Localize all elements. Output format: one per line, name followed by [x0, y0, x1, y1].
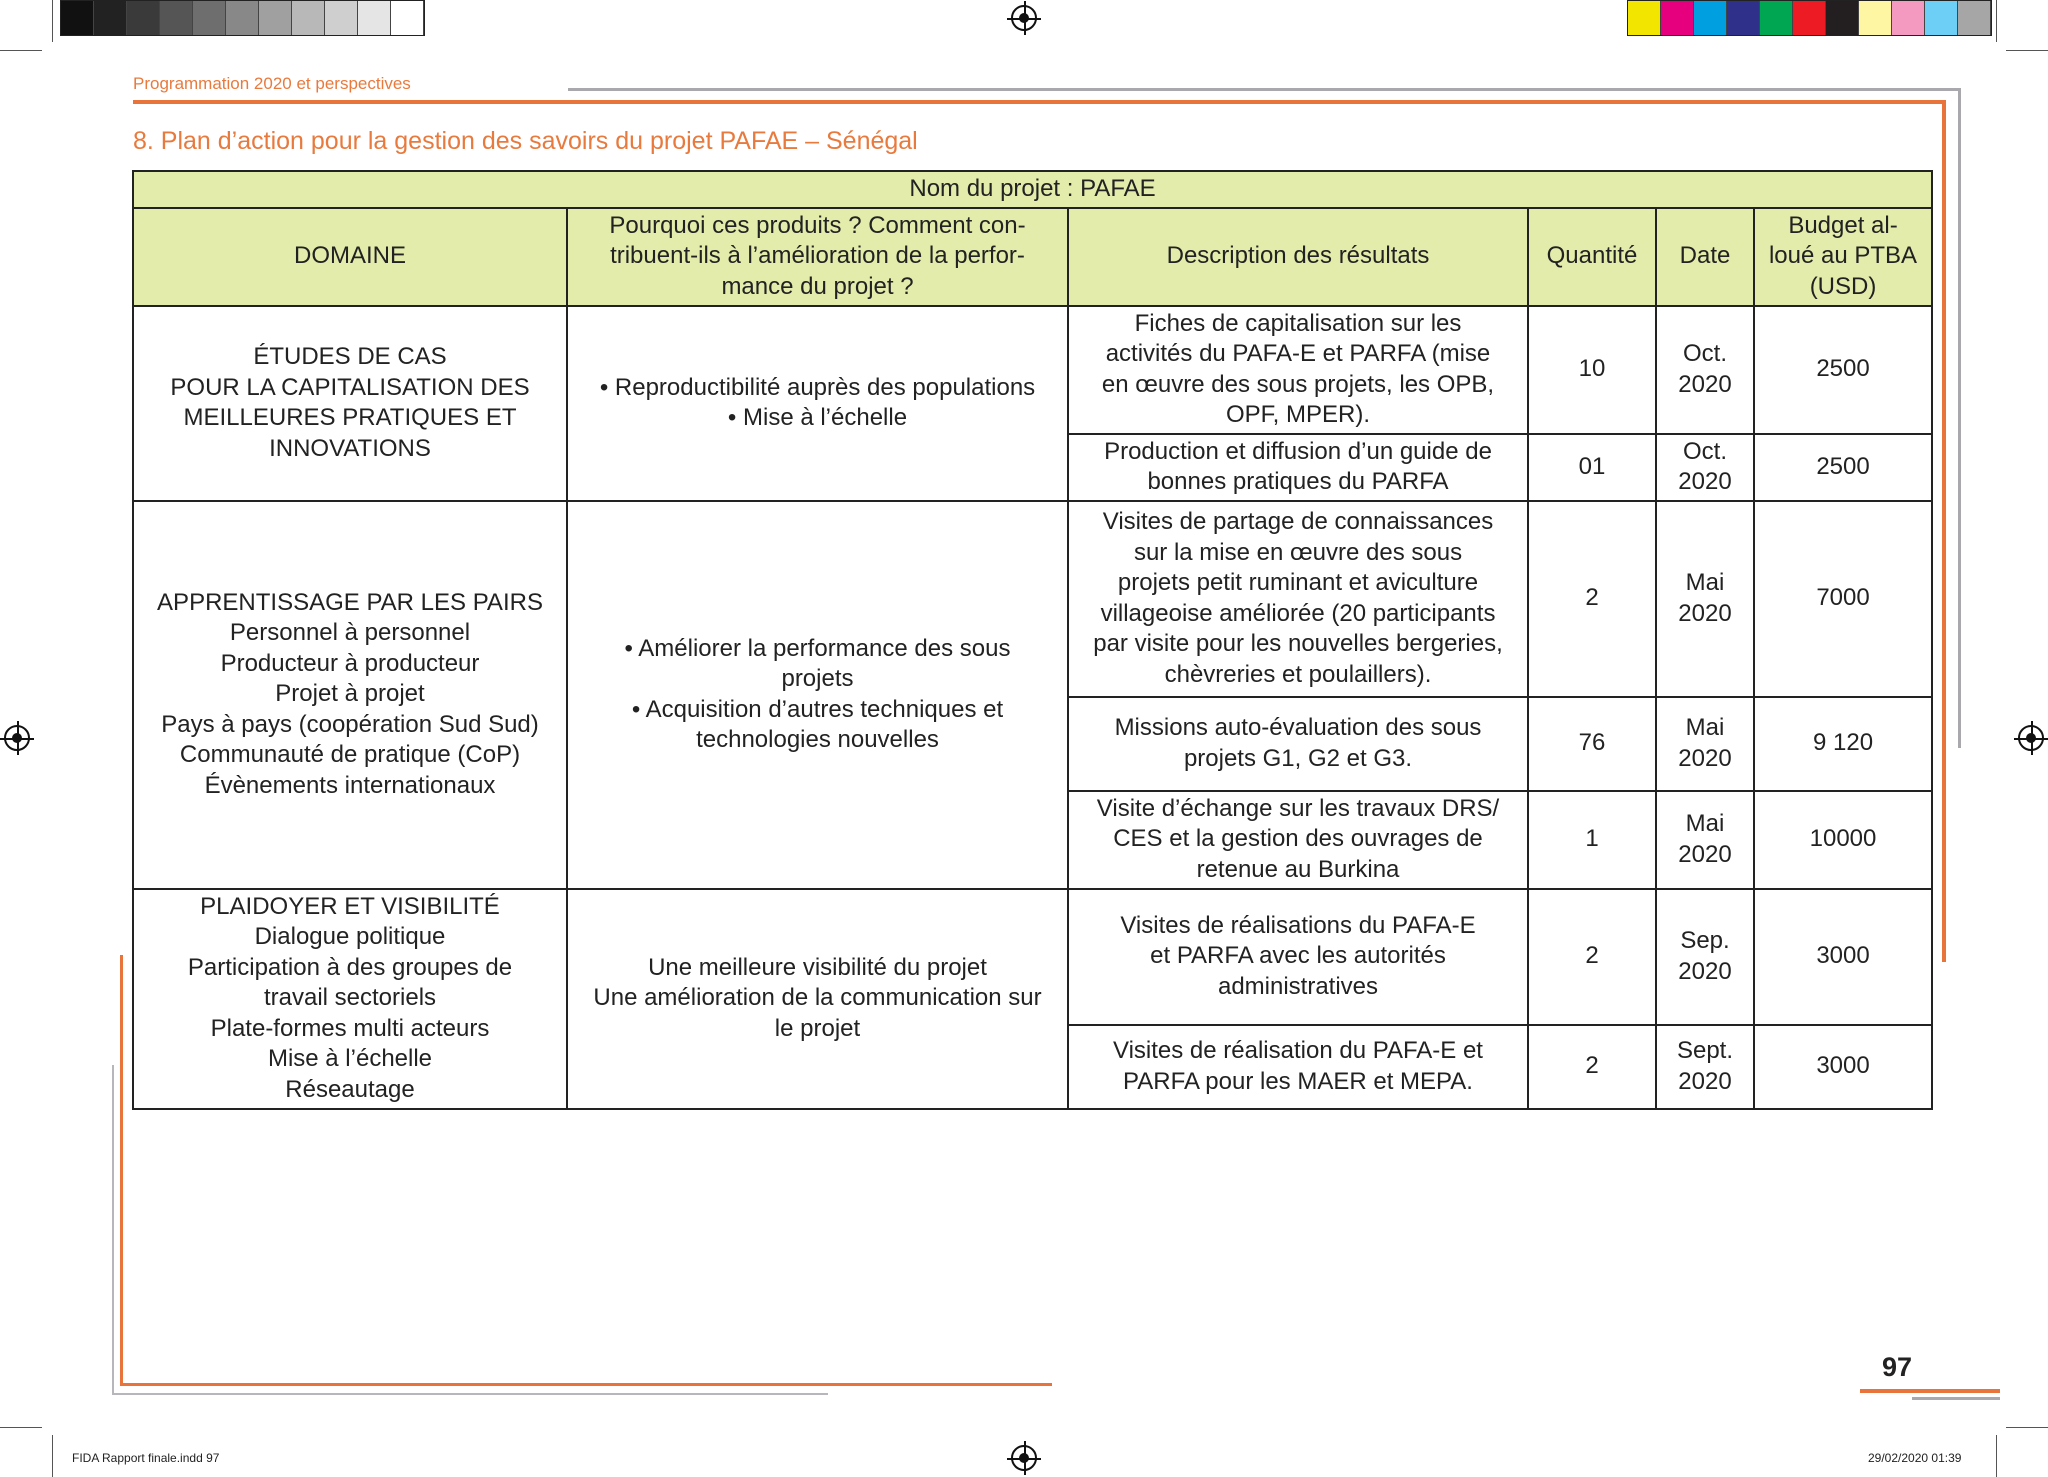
registration-mark-icon	[4, 725, 30, 751]
description-line: villageoise améliorée (20 participants	[1100, 599, 1496, 627]
quantity-cell: 2	[1528, 889, 1656, 1025]
section-title: 8. Plan d’action pour la gestion des savoirs du projet PAFAE – Sénégal	[133, 127, 918, 155]
date-cell	[1656, 306, 1754, 434]
domain-line: POUR LA CAPITALISATION DES	[170, 373, 530, 401]
budget-cell: 3000	[1754, 889, 1932, 1025]
description-line: administratives	[1217, 972, 1379, 1000]
description-line: PARFA pour les MAER et MEPA.	[1123, 1067, 1473, 1095]
color-swatch	[1793, 1, 1826, 35]
header-rule-gray-vertical	[1958, 88, 1961, 748]
why-line: le projet	[774, 1014, 861, 1042]
domain-cell	[133, 306, 567, 501]
domain-line: Pays à pays (coopération Sud Sud)	[161, 710, 539, 738]
quantity-cell: 10	[1528, 306, 1656, 434]
table-row	[133, 306, 1932, 434]
crop-mark	[1996, 1435, 1997, 1477]
header-domain: DOMAINE	[133, 208, 567, 306]
domain-line: Plate-formes multi acteurs	[210, 1014, 490, 1042]
why-line: • Acquisition d’autres techniques et	[631, 695, 1004, 723]
date-cell	[1656, 434, 1754, 501]
why-line: • Améliorer la performance des sous	[624, 634, 1011, 662]
description-cell	[1068, 1025, 1528, 1109]
domain-line: MEILLEURES PRATIQUES ET	[183, 404, 517, 431]
color-swatch	[358, 1, 391, 35]
date-line: 2020	[1678, 468, 1732, 495]
footer-rule-orange-vertical	[120, 955, 123, 1385]
header-why-line: Pourquoi ces produits ? Comment con-	[609, 211, 1026, 239]
crop-mark	[2006, 1427, 2048, 1428]
header-rule-orange-vertical	[1942, 100, 1946, 962]
crop-mark	[0, 50, 42, 51]
description-line: Visite d’échange sur les travaux DRS/	[1096, 794, 1500, 822]
color-swatch	[193, 1, 226, 35]
project-title-cell: Nom du projet : PAFAE	[133, 171, 1932, 208]
table-row	[133, 501, 1932, 697]
description-line: projets G1, G2 et G3.	[1183, 744, 1413, 772]
description-cell	[1068, 306, 1528, 434]
domain-line: INNOVATIONS	[269, 434, 431, 462]
description-cell	[1068, 791, 1528, 889]
description-line: Missions auto-évaluation des sous	[1114, 714, 1482, 741]
domain-line: Participation à des groupes de	[187, 953, 513, 981]
action-plan-table	[132, 170, 1933, 1110]
page-number-rule-orange	[1860, 1389, 2000, 1393]
domain-line: APPRENTISSAGE PAR LES PAIRS	[157, 588, 543, 616]
domain-line: Évènements internationaux	[204, 771, 496, 799]
header-quantity: Quantité	[1528, 208, 1656, 306]
date-line: Sept.	[1676, 1037, 1734, 1064]
domain-line: Producteur à producteur	[220, 649, 480, 677]
color-swatch	[1859, 1, 1892, 35]
footer-rule-gray-vertical	[112, 1065, 114, 1395]
description-line: et PARFA avec les autorités	[1150, 942, 1446, 970]
quantity-cell: 2	[1528, 1025, 1656, 1109]
color-swatch	[292, 1, 325, 35]
date-cell	[1656, 697, 1754, 791]
color-swatch	[259, 1, 292, 35]
why-line: Une meilleure visibilité du projet	[648, 953, 987, 981]
page-number: 97	[1882, 1352, 1913, 1382]
date-line: Oct.	[1682, 340, 1727, 367]
why-cell	[567, 306, 1068, 501]
domain-line: Mise à l’échelle	[267, 1045, 433, 1073]
header-why-line: tribuent-ils à l’amélioration de la perfor-	[610, 242, 1025, 270]
date-line: Mai	[1685, 569, 1725, 596]
footer-rule-gray	[112, 1393, 828, 1395]
date-line: Sep.	[1680, 927, 1730, 954]
why-line: technologies nouvelles	[696, 726, 939, 753]
color-swatch	[325, 1, 358, 35]
domain-cell	[133, 501, 567, 889]
description-line: Visites de partage de connaissances	[1102, 508, 1494, 535]
domain-line: Communauté de pratique (CoP)	[179, 741, 521, 769]
budget-cell: 3000	[1754, 1025, 1932, 1109]
description-line: CES et la gestion des ouvrages de	[1113, 825, 1483, 853]
quantity-cell: 2	[1528, 501, 1656, 697]
running-head: Programmation 2020 et perspectives	[133, 74, 411, 93]
color-swatch	[160, 1, 193, 35]
description-line: bonnes pratiques du PARFA	[1147, 468, 1449, 495]
color-swatch	[61, 1, 94, 35]
date-line: Mai	[1685, 714, 1725, 741]
date-cell	[1656, 889, 1754, 1025]
date-line: Oct.	[1682, 437, 1727, 465]
domain-line: Dialogue politique	[254, 923, 446, 951]
header-date: Date	[1656, 208, 1754, 306]
why-line: • Mise à l’échelle	[727, 404, 908, 431]
color-swatch	[1661, 1, 1694, 35]
domain-cell	[133, 889, 567, 1109]
color-swatch	[1892, 1, 1925, 35]
domain-line: Réseautage	[285, 1075, 415, 1103]
why-cell	[567, 501, 1068, 889]
description-line: chèvreries et poulaillers).	[1164, 660, 1432, 688]
why-line: • Reproductibilité auprès des populations	[599, 373, 1036, 401]
budget-cell: 7000	[1754, 501, 1932, 697]
registration-mark-icon	[1011, 1445, 1037, 1471]
header-budget	[1754, 208, 1932, 306]
header-row	[133, 208, 1932, 306]
domain-line: Personnel à personnel	[229, 619, 471, 647]
description-line: retenue au Burkina	[1196, 855, 1400, 883]
description-cell	[1068, 434, 1528, 501]
color-swatch	[94, 1, 127, 35]
registration-mark-icon	[2018, 725, 2044, 751]
color-swatch	[1925, 1, 1958, 35]
header-budget-line: (USD)	[1809, 272, 1877, 300]
date-line: 2020	[1678, 840, 1732, 868]
page-number-rule-gray	[1912, 1397, 2000, 1400]
header-budget-line: Budget al-	[1788, 211, 1898, 239]
crop-mark	[2006, 50, 2048, 51]
description-line: sur la mise en œuvre des sous	[1133, 538, 1463, 566]
registration-mark-icon	[1011, 5, 1037, 31]
why-cell	[567, 889, 1068, 1109]
process-color-bar	[1627, 0, 1992, 36]
domain-line: Projet à projet	[275, 680, 425, 708]
header-why	[567, 208, 1068, 306]
why-line: projets	[781, 665, 854, 692]
domain-line: PLAIDOYER ET VISIBILITÉ	[200, 892, 500, 920]
description-line: en œuvre des sous projets, les OPB,	[1101, 370, 1495, 398]
quantity-cell: 1	[1528, 791, 1656, 889]
crop-mark	[52, 0, 53, 42]
description-line: Production et diffusion d’un guide de	[1104, 437, 1492, 465]
footer-rule-orange	[120, 1383, 1052, 1386]
project-title-row	[133, 171, 1932, 208]
crop-mark	[0, 1427, 42, 1428]
description-line: par visite pour les nouvelles bergeries,	[1093, 630, 1503, 657]
table-row	[133, 889, 1932, 1025]
color-swatch	[1727, 1, 1760, 35]
date-line: 2020	[1678, 370, 1732, 398]
date-cell	[1656, 791, 1754, 889]
grayscale-color-bar	[60, 0, 425, 36]
description-line: Visites de réalisation du PAFA-E et	[1113, 1037, 1483, 1064]
description-cell	[1068, 501, 1528, 697]
description-cell	[1068, 697, 1528, 791]
quantity-cell: 01	[1528, 434, 1656, 501]
header-description: Description des résultats	[1068, 208, 1528, 306]
header-rule-gray	[568, 88, 1961, 91]
description-cell	[1068, 889, 1528, 1025]
date-cell	[1656, 501, 1754, 697]
date-slug: 29/02/2020 01:39	[1868, 1451, 1962, 1465]
date-cell	[1656, 1025, 1754, 1109]
color-swatch	[1958, 1, 1991, 35]
header-budget-line: loué au PTBA	[1768, 242, 1918, 270]
description-line: activités du PAFA-E et PARFA (mise	[1105, 340, 1491, 367]
header-rule-orange	[133, 100, 1945, 104]
description-line: Fiches de capitalisation sur les	[1134, 309, 1462, 337]
budget-cell: 10000	[1754, 791, 1932, 889]
color-swatch	[127, 1, 160, 35]
description-line: OPF, MPER).	[1225, 401, 1370, 428]
color-swatch	[226, 1, 259, 35]
description-line: Visites de réalisations du PAFA-E	[1120, 911, 1476, 939]
color-swatch	[1694, 1, 1727, 35]
budget-cell: 2500	[1754, 434, 1932, 501]
color-swatch	[1760, 1, 1793, 35]
color-swatch	[1628, 1, 1661, 35]
header-why-line: mance du projet ?	[721, 272, 914, 300]
date-line: 2020	[1678, 744, 1732, 772]
description-line: projets petit ruminant et aviculture	[1117, 569, 1479, 596]
color-swatch	[391, 1, 424, 35]
crop-mark	[52, 1435, 53, 1477]
file-slug: FIDA Rapport finale.indd 97	[72, 1451, 220, 1465]
domain-line: ÉTUDES DE CAS	[253, 343, 447, 370]
why-line: Une amélioration de la communication sur	[593, 984, 1042, 1012]
date-line: 2020	[1678, 599, 1732, 627]
color-swatch	[1826, 1, 1859, 35]
date-line: 2020	[1678, 1067, 1732, 1095]
crop-mark	[1996, 0, 1997, 42]
budget-cell: 2500	[1754, 306, 1932, 434]
budget-cell: 9 120	[1754, 697, 1932, 791]
quantity-cell: 76	[1528, 697, 1656, 791]
date-line: 2020	[1678, 957, 1732, 985]
domain-line: travail sectoriels	[263, 984, 437, 1012]
date-line: Mai	[1685, 810, 1725, 837]
